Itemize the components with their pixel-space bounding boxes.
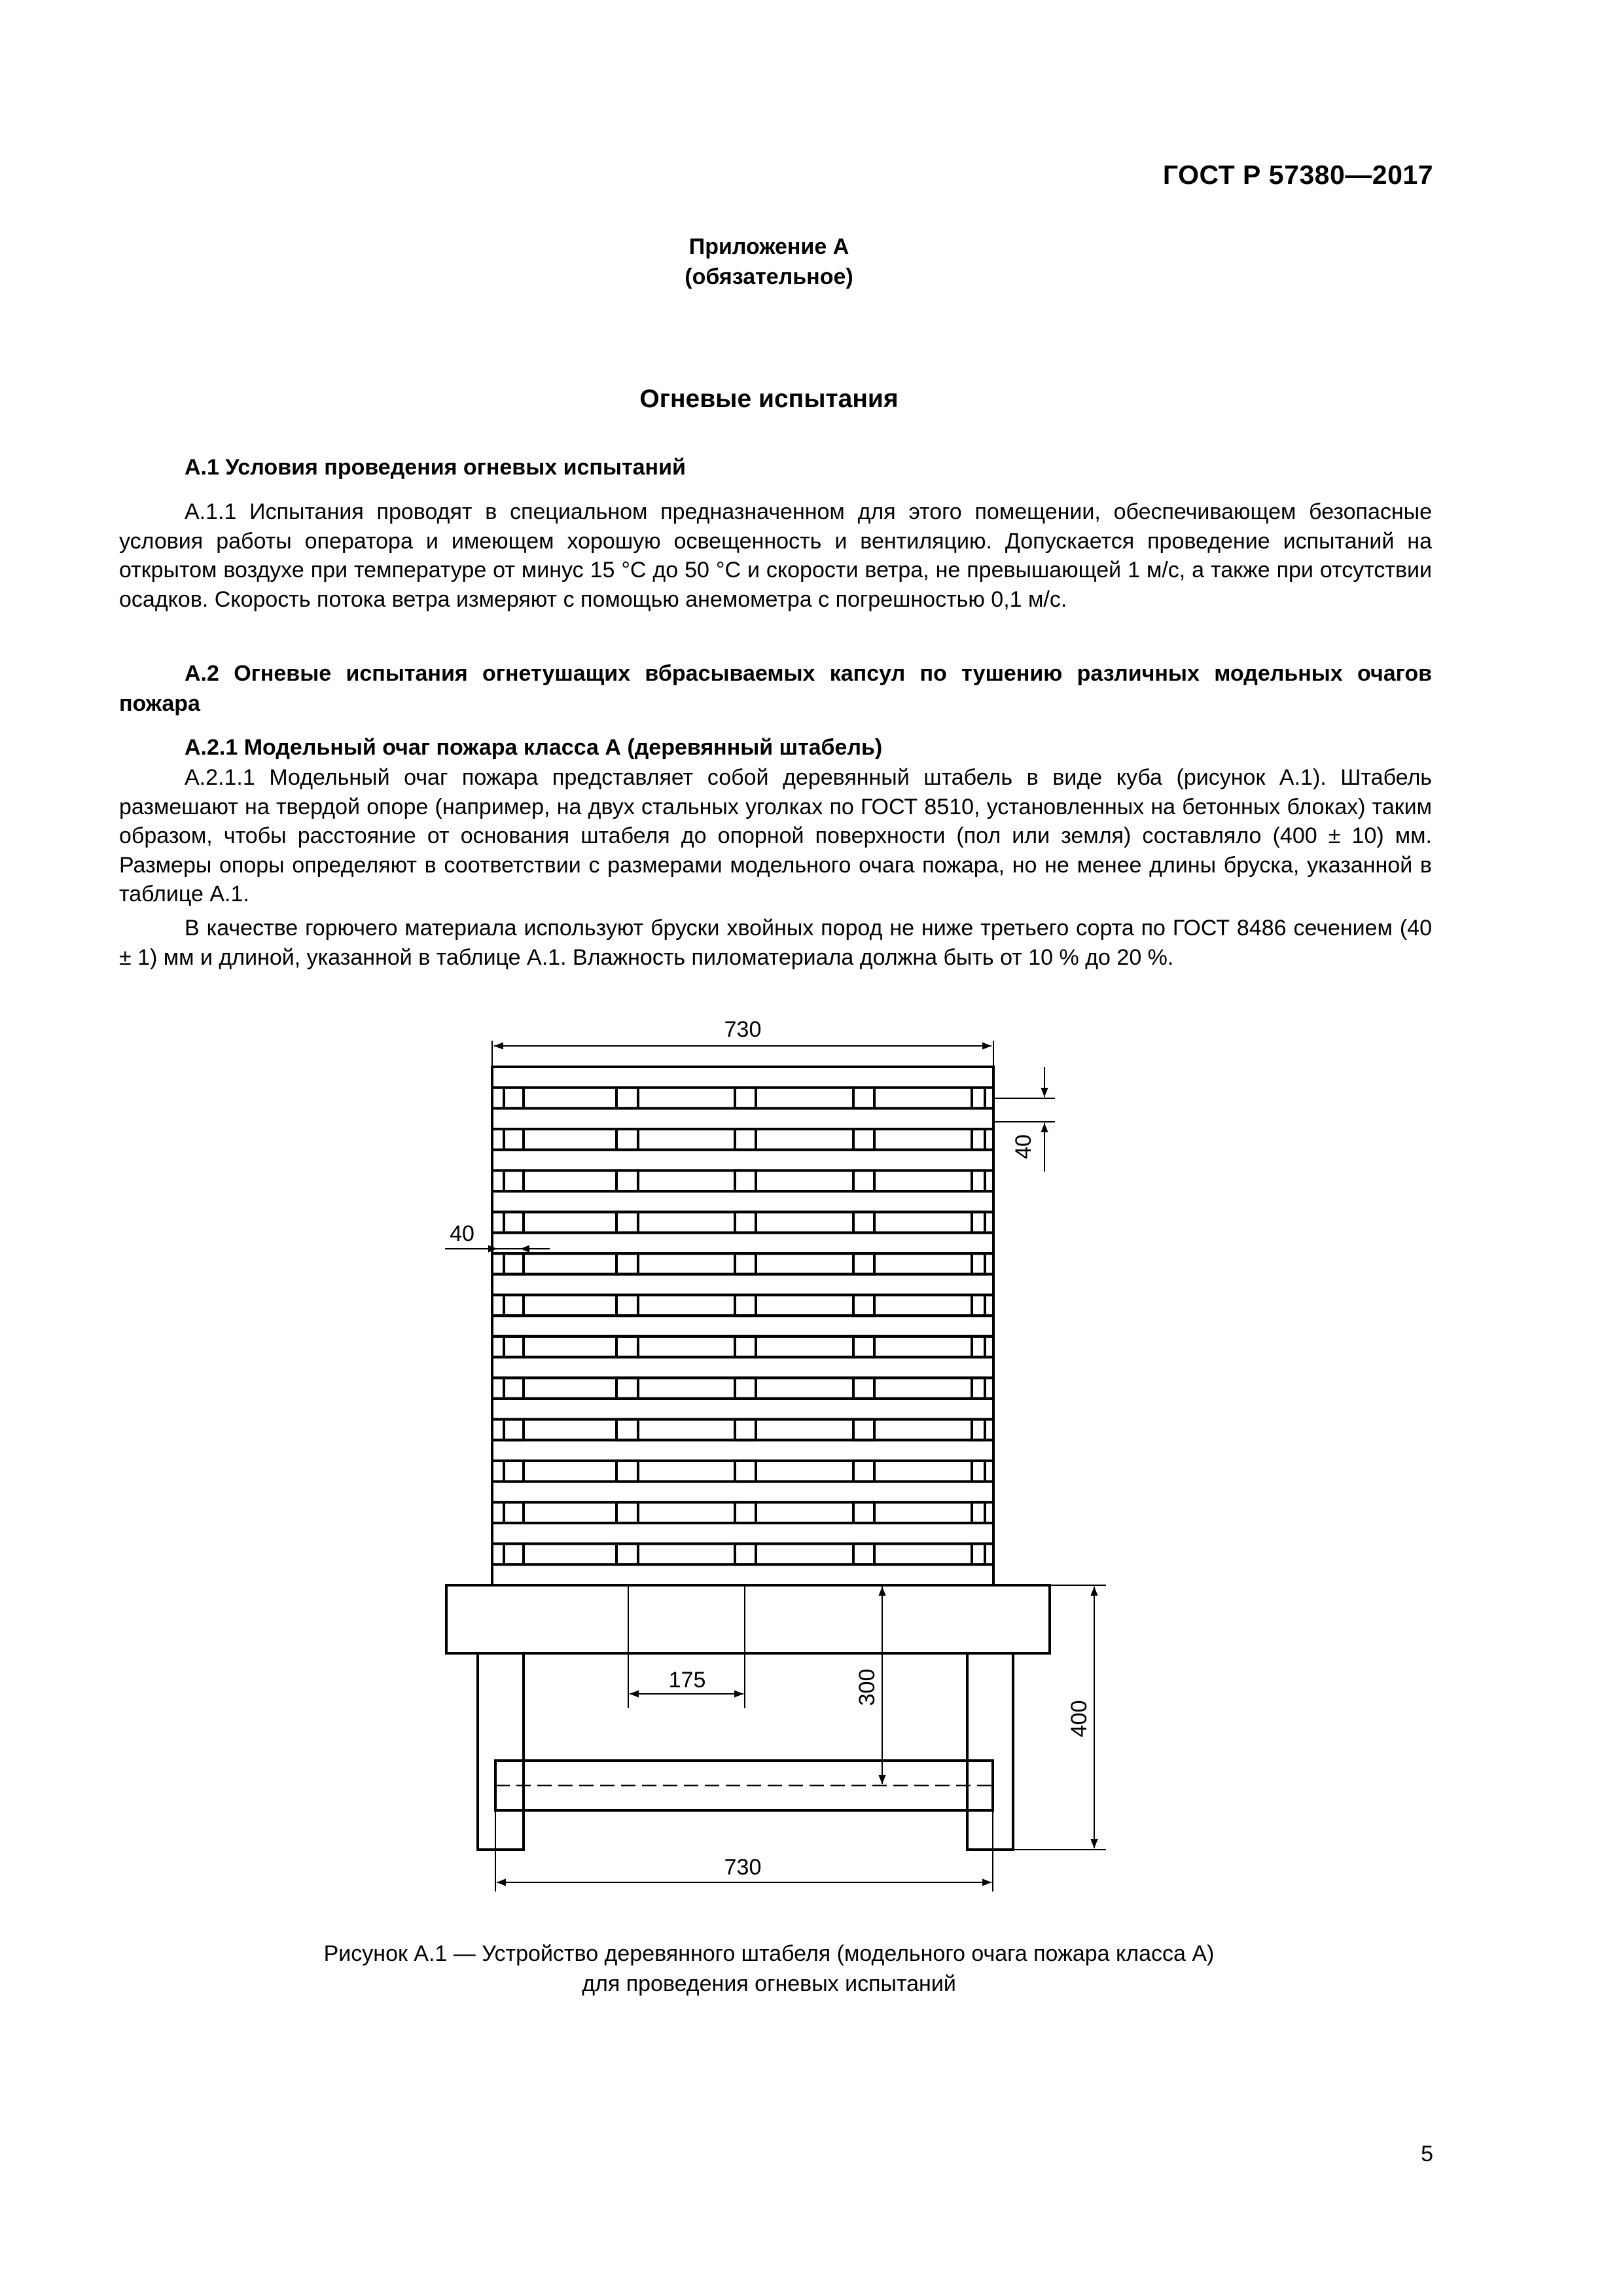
crib-cross-layer — [492, 1336, 993, 1357]
crib-cross-bar-end — [735, 1502, 756, 1523]
crib-cross-bar-end — [853, 1378, 874, 1399]
crib-long-bar — [492, 1067, 993, 1088]
crib-cross-bar-end — [616, 1170, 638, 1191]
crib-cross-layer — [492, 1420, 993, 1441]
crib-long-bar — [492, 1482, 993, 1503]
heading-a2-1: А.2.1 Модельный очаг пожара класса А (деревянный штабель) — [185, 735, 883, 760]
crib-cross-bar-end — [616, 1212, 638, 1233]
crib-cross-bar-end — [972, 1170, 985, 1191]
crib-cross-bar-end — [504, 1378, 524, 1399]
dim-top-width: 730 — [724, 1017, 762, 1042]
crib-cross-bar-end — [972, 1295, 985, 1316]
dim-bar-end: 40 — [450, 1221, 474, 1246]
crib-cross-bar-end — [853, 1295, 874, 1316]
crib-long-bar — [492, 1274, 993, 1295]
crib-long-bar — [492, 1440, 993, 1461]
crib-long-bar — [492, 1232, 993, 1253]
crib-cross-bar-end — [853, 1088, 874, 1109]
crib-cross-bar-end — [504, 1129, 524, 1150]
crib-long-bar — [492, 1150, 993, 1171]
dimension-labels — [450, 1017, 1092, 1880]
crib-cross-bar-end — [616, 1253, 638, 1274]
crib-cross-layer — [492, 1088, 993, 1109]
figure-caption-line1: Рисунок А.1 — Устройство деревянного штабеля (модельного очага пожара класса А) — [323, 1941, 1215, 1966]
crib-long-bar — [492, 1316, 993, 1336]
crib-cross-layer — [492, 1502, 993, 1523]
crib-cross-bar-end — [853, 1170, 874, 1191]
paragraph-a2-1-1: А.2.1.1 Модельный очаг пожара представляет собой деревянный штабель в виде куба (рисунок А.1). Штабель размешают на твердой опоре (например, на двух стальных уголках по ГОСТ 8510, установленных на бетонных блоках) таким образом, чтобы расстояние от основания штабеля до опорной поверхности (пол или земля) составляло (400 ± 10) мм. Размеры опоры определяют в соответствии с размерами модельного очага пожара, но не менее длины бруска, указанной в таблице А.1. — [119, 765, 1432, 906]
crib-cross-bar-end — [972, 1461, 985, 1482]
dim-bar-height: 40 — [1011, 1134, 1036, 1159]
crib-cross-bar-end — [616, 1378, 638, 1399]
crib-cross-bar-end — [972, 1129, 985, 1150]
crib-cross-bar-end — [735, 1129, 756, 1150]
crib-cross-bar-end — [972, 1212, 985, 1233]
crib-cross-bar-end — [853, 1461, 874, 1482]
dim-gap: 175 — [668, 1668, 706, 1693]
crib-cross-bar-end — [972, 1420, 985, 1441]
crib-cross-bar-end — [616, 1088, 638, 1109]
crib-cross-bar-end — [972, 1088, 985, 1109]
crib-cross-bar-end — [616, 1544, 638, 1565]
crib-cross-layer — [492, 1544, 993, 1565]
crib-cross-bar-end — [504, 1295, 524, 1316]
crib-cross-bar-end — [735, 1378, 756, 1399]
crib-cross-bar-end — [853, 1212, 874, 1233]
crib-cross-bar-end — [616, 1461, 638, 1482]
dim-bottom-width: 730 — [724, 1855, 762, 1880]
dim-support-height: 300 — [855, 1668, 880, 1706]
crib-cross-layer — [492, 1378, 993, 1399]
crib-cross-layer — [492, 1170, 993, 1191]
crib-cross-bar-end — [853, 1420, 874, 1441]
crib-cross-bar-end — [853, 1253, 874, 1274]
crib-cross-bar-end — [616, 1502, 638, 1523]
crib-cross-bar-end — [504, 1461, 524, 1482]
crib-cross-bar-end — [504, 1420, 524, 1441]
crib-cross-bar-end — [735, 1212, 756, 1233]
crib-cross-bar-end — [853, 1336, 874, 1357]
crib-cross-bar-end — [616, 1336, 638, 1357]
crib-cross-bar-end — [735, 1253, 756, 1274]
crib-cross-bar-end — [735, 1461, 756, 1482]
crib-cross-layer — [492, 1253, 993, 1274]
crib-cross-bar-end — [972, 1253, 985, 1274]
crib-cross-bar-end — [735, 1420, 756, 1441]
heading-a2: А.2 Огневые испытания огнетушащих вбрасываемых капсул по тушению различных модельных очагов пожара — [119, 661, 1432, 716]
crib-long-bar — [492, 1399, 993, 1420]
crib-cross-layer — [492, 1295, 993, 1316]
crib-cross-bar-end — [853, 1129, 874, 1150]
annex-status: (обязательное) — [685, 264, 853, 289]
crib-long-bar — [492, 1564, 993, 1585]
crib-cross-layer — [492, 1212, 993, 1233]
crib-cross-bar-end — [504, 1170, 524, 1191]
page-number: 5 — [1421, 2142, 1433, 2166]
crib-cross-bar-end — [853, 1544, 874, 1565]
crib-cross-bar-end — [504, 1253, 524, 1274]
crib-cross-bar-end — [504, 1502, 524, 1523]
crib-cross-bar-end — [616, 1420, 638, 1441]
dim-total-height: 400 — [1067, 1700, 1092, 1738]
crib-stack — [445, 1041, 1106, 1892]
crib-cross-bar-end — [735, 1295, 756, 1316]
crib-cross-layer — [492, 1461, 993, 1482]
crib-cross-bar-end — [504, 1088, 524, 1109]
crib-cross-bar-end — [972, 1336, 985, 1357]
crib-cross-bar-end — [735, 1088, 756, 1109]
section-title: Огневые испытания — [639, 385, 899, 413]
crib-cross-bar-end — [504, 1544, 524, 1565]
crib-cross-bar-end — [972, 1544, 985, 1565]
crib-cross-layer — [492, 1129, 993, 1150]
crib-long-bar — [492, 1357, 993, 1378]
crib-cross-bar-end — [735, 1544, 756, 1565]
heading-a1: А.1 Условия проведения огневых испытаний — [185, 455, 686, 480]
crib-cross-bar-end — [504, 1336, 524, 1357]
annex-title: Приложение А — [688, 234, 849, 259]
crib-long-bar — [492, 1191, 993, 1212]
crib-cross-bar-end — [735, 1170, 756, 1191]
crib-cross-bar-end — [504, 1212, 524, 1233]
crib-cross-bar-end — [972, 1378, 985, 1399]
crib-cross-bar-end — [972, 1502, 985, 1523]
crib-long-bar — [492, 1108, 993, 1129]
paragraph-a1-1: А.1.1 Испытания проводят в специальном предназначенном для этого помещении, обеспечивающем безопасные условия работы оператора и имеющем хорошую освещенность и вентиляцию. Допускается проведение испытаний на открытом воздухе при температуре от минус 15 °С до 50 °С и скорости ветра, не превышающей 1 м/с, а также при отсутствии осадков. Скорость потока ветра измеряют с помощью анемометра с погрешностью 0,1 м/с. — [119, 499, 1432, 612]
paragraph-a2-1-2: В качестве горючего материала используют бруски хвойных пород не ниже третьего сорта по ГОСТ 8486 сечением (40 ± 1) мм и длиной, указанной в таблице А.1. Влажность пиломатериала должна быть от 10 % до 20 %. — [119, 916, 1432, 970]
crib-cross-bar-end — [735, 1336, 756, 1357]
crib-cross-bar-end — [616, 1295, 638, 1316]
figure-caption-line2: для проведения огневых испытаний — [582, 1971, 956, 1996]
crib-cross-bar-end — [853, 1502, 874, 1523]
crib-long-bar — [492, 1523, 993, 1544]
crib-cross-bar-end — [616, 1129, 638, 1150]
standard-code: ГОСТ Р 57380—2017 — [1162, 160, 1433, 190]
